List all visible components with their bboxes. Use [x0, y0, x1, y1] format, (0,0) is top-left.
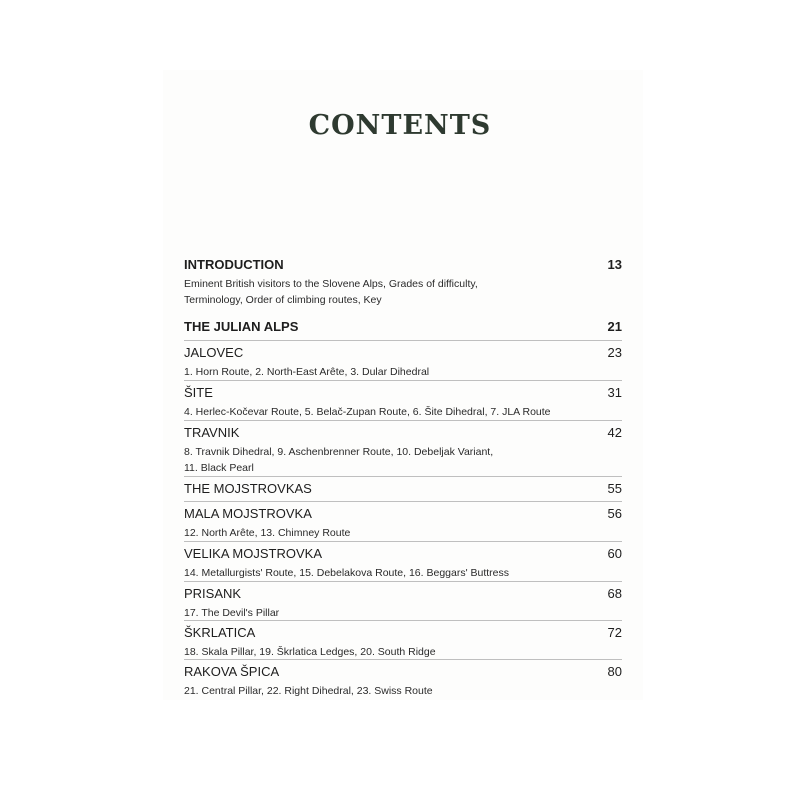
- toc-heading: INTRODUCTION: [184, 257, 284, 272]
- toc-heading: TRAVNIK: [184, 425, 240, 440]
- toc-page-number: 80: [607, 664, 622, 679]
- toc-entry-jalovec: [184, 344, 622, 380]
- divider: [184, 476, 622, 477]
- toc-heading: JALOVEC: [184, 345, 244, 360]
- toc-page-number: 72: [607, 625, 622, 640]
- toc-entry-site: [184, 384, 622, 420]
- toc-page-number: 68: [607, 586, 622, 601]
- toc-subtitle: 4. Herlec-Kočevar Route, 5. Belač-Zupan Route, 6. Šite Dihedral, 7. JLA Route: [184, 406, 551, 418]
- divider: [184, 620, 622, 621]
- toc-subtitle: 17. The Devil's Pillar: [184, 607, 280, 619]
- toc-heading: ŠKRLATICA: [184, 625, 256, 640]
- toc-heading: VELIKA MOJSTROVKA: [184, 546, 322, 561]
- divider: [184, 340, 622, 341]
- toc-page-number: 55: [607, 481, 622, 496]
- toc-heading: THE JULIAN ALPS: [184, 319, 299, 334]
- toc-page-number: 21: [607, 319, 622, 334]
- toc-subtitle: 21. Central Pillar, 22. Right Dihedral, 23. Swiss Route: [184, 685, 433, 697]
- toc-heading: ŠITE: [184, 385, 213, 400]
- toc-subtitle: 1. Horn Route, 2. North-East Arête, 3. Dular Dihedral: [184, 366, 430, 378]
- toc-subtitle: 12. North Arête, 13. Chimney Route: [184, 527, 351, 539]
- toc-page-number: 13: [607, 257, 622, 272]
- toc-entry-introduction: [184, 256, 622, 308]
- toc-subtitle: Eminent British visitors to the Slovene Alps, Grades of difficulty,: [184, 278, 478, 290]
- toc-page-number: 56: [607, 506, 622, 521]
- divider: [184, 380, 622, 381]
- toc-entry-rakova-spica: [184, 663, 622, 699]
- toc-entry-velika-mojstrovka: [184, 545, 622, 581]
- toc-entry-prisank: [184, 585, 622, 621]
- toc-heading: RAKOVA ŠPICA: [184, 664, 280, 679]
- toc-page-number: 60: [607, 546, 622, 561]
- toc-entry-skrlatica: [184, 624, 622, 660]
- toc-subtitle: 14. Metallurgists' Route, 15. Debelakova Route, 16. Beggars' Buttress: [184, 567, 510, 579]
- toc-subtitle: 8. Travnik Dihedral, 9. Aschenbrenner Route, 10. Debeljak Variant,: [184, 446, 494, 458]
- divider: [184, 541, 622, 542]
- toc-heading: THE MOJSTROVKAS: [184, 481, 312, 496]
- toc-page-number: 42: [607, 425, 622, 440]
- toc-subtitle: 18. Skala Pillar, 19. Škrlatica Ledges, 20. South Ridge: [184, 646, 436, 658]
- toc-entry-travnik: [184, 424, 622, 476]
- divider: [184, 420, 622, 421]
- divider: [184, 659, 622, 660]
- toc-subtitle: Terminology, Order of climbing routes, Key: [184, 294, 382, 306]
- divider: [184, 501, 622, 502]
- divider: [184, 581, 622, 582]
- toc-entry-mojstrovkas: [184, 480, 622, 498]
- toc-entry-julian-alps: [184, 318, 622, 336]
- toc-heading: MALA MOJSTROVKA: [184, 506, 312, 521]
- toc-heading: PRISANK: [184, 586, 242, 601]
- toc-page-number: 23: [607, 345, 622, 360]
- toc-page-number: 31: [607, 385, 622, 400]
- page-title: CONTENTS: [308, 110, 492, 141]
- toc-entry-mala-mojstrovka: [184, 505, 622, 541]
- toc-subtitle: 11. Black Pearl: [184, 462, 254, 474]
